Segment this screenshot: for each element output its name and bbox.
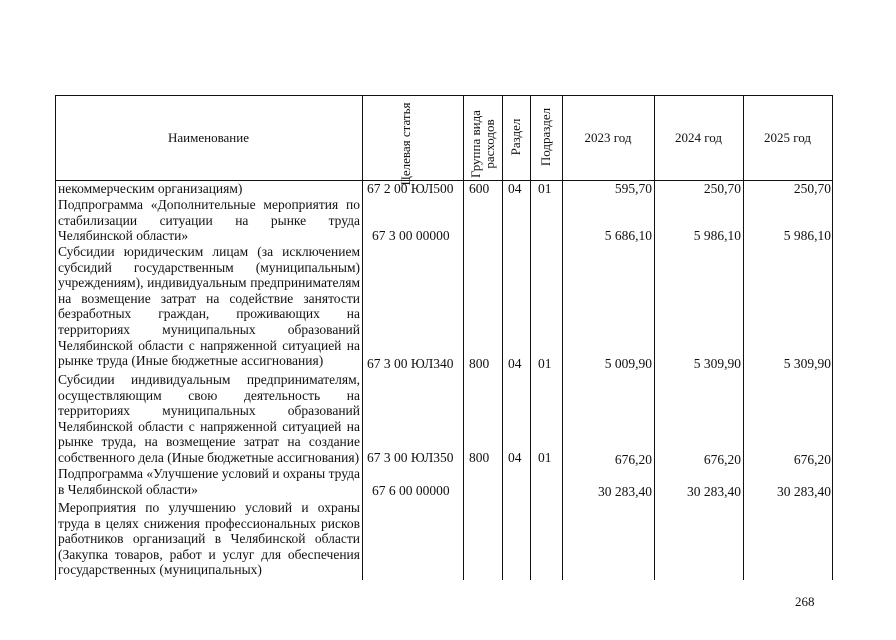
row-2023: 5 009,90 (604, 356, 652, 371)
header-2023: 2023 год (584, 129, 632, 145)
header-group: Группа вида расходов (468, 110, 497, 178)
row-name: Субсидии юридическим лицам (за исключением субсидий государственным (муниципальным) учреждениям), индивидуальным предпринимателям на возмещение затрат на содействие занятости безработных граждан, проживающих на территориях муниципальных образований Челябинской области с напряженной ситуацией на рынке труда (Иные бюджетные ассигнования) (58, 244, 360, 369)
row-subsection: 01 (538, 450, 552, 465)
column-divider (530, 95, 531, 580)
row-2023: 5 686,10 (604, 228, 652, 243)
row-name: некоммерческим организациям) (58, 181, 243, 196)
row-name: Подпрограмма «Улучшение условий и охраны труда в Челябинской области» (58, 466, 360, 497)
row-target: 67 2 00 ЮЛ500 (367, 181, 454, 196)
row-section: 04 (508, 181, 522, 196)
row-group: 800 (469, 450, 490, 465)
budget-table (55, 95, 833, 580)
row-name: Подпрограмма «Дополнительные мероприятия по стабилизации ситуации на рынке труда Челябинской области» (58, 197, 360, 244)
row-2024: 676,20 (703, 452, 741, 467)
column-divider (502, 95, 503, 580)
row-2025: 30 283,40 (777, 484, 831, 499)
row-target: 67 6 00 00000 (372, 483, 450, 498)
column-divider (362, 95, 363, 580)
table-border-right (832, 95, 833, 580)
header-section: Раздел (508, 118, 523, 156)
page-number: 268 (795, 594, 815, 609)
row-2024: 5 309,90 (693, 356, 741, 371)
row-2024: 250,70 (703, 181, 741, 196)
row-group: 800 (469, 356, 490, 371)
header-target: Целевая статья (398, 102, 413, 186)
row-section: 04 (508, 450, 522, 465)
row-name: Субсидии индивидуальным предпринимателям, осуществляющим свою деятельность на территориях муниципальных образований Челябинской области с напряженной ситуацией на рынке труда, на возмещение затрат на создание собственного дела (Иные бюджетные ассигнования) (58, 372, 360, 465)
row-target: 67 3 00 ЮЛ340 (367, 356, 454, 371)
row-2025: 5 986,10 (783, 228, 831, 243)
row-section: 04 (508, 356, 522, 371)
row-name: Мероприятия по улучшению условий и охраны труда в целях снижения профессиональных рисков работников организаций в Челябинской области (Закупка товаров, работ и услуг для обеспечения государственных (муниципальных) (58, 500, 360, 578)
header-name: Наименование (168, 129, 249, 145)
row-subsection: 01 (538, 356, 552, 371)
row-2024: 5 986,10 (693, 228, 741, 243)
row-2023: 676,20 (614, 452, 652, 467)
header-2024: 2024 год (675, 129, 722, 145)
row-2023: 595,70 (614, 181, 652, 196)
header-subsection: Подраздел (538, 107, 553, 167)
header-2025: 2025 год (764, 129, 811, 145)
row-2023: 30 283,40 (598, 484, 652, 499)
row-2024: 30 283,40 (687, 484, 741, 499)
row-group: 600 (469, 181, 490, 196)
column-divider (463, 95, 464, 580)
row-2025: 676,20 (793, 452, 831, 467)
row-2025: 5 309,90 (783, 356, 831, 371)
row-target: 67 3 00 ЮЛ350 (367, 450, 454, 465)
row-subsection: 01 (538, 181, 552, 196)
row-2025: 250,70 (793, 181, 831, 196)
row-target: 67 3 00 00000 (372, 228, 450, 243)
